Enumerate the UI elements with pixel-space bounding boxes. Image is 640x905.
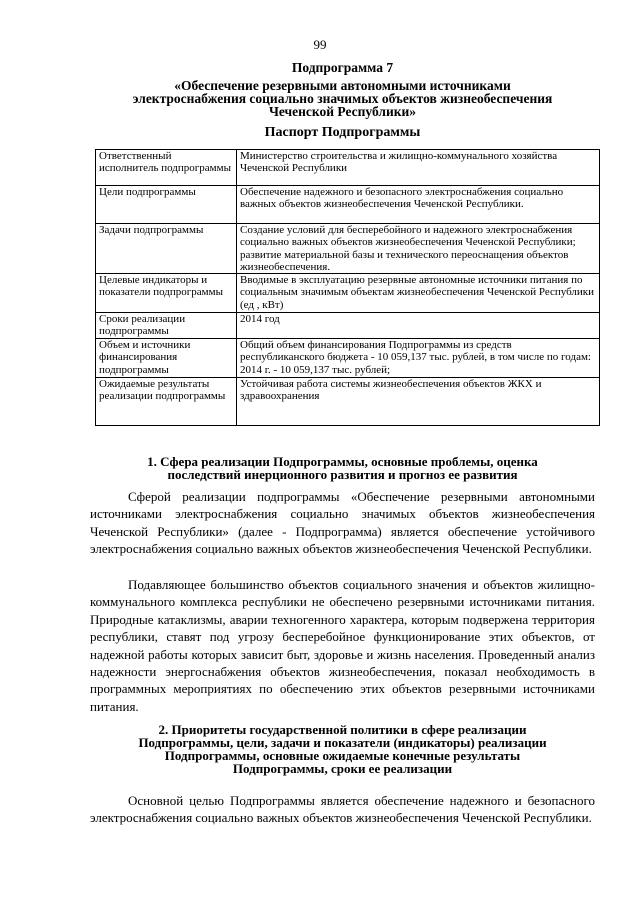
passport-title: Паспорт Подпрограммы [264, 125, 421, 140]
section-2-heading [90, 723, 595, 775]
section-heading-line: Подпрограммы, сроки ее реализации [232, 761, 453, 776]
row-value: 2014 год [237, 313, 600, 339]
row-value: Создание условий для бесперебойного и надежного электроснабжения социально важных объектов жизнеобеспечения Чеченской Республики; развитие материальной базы и технического переоснащения объектов жизнеобеспечения. [237, 224, 600, 274]
section-heading-line: Подпрограммы, основные ожидаемые конечные результаты [164, 748, 521, 763]
table-row [96, 186, 600, 224]
subprogram-name-line: «Обеспечение резервными автономными источниками [174, 78, 511, 93]
subprogram-name [90, 79, 595, 118]
section-heading-line: последствий инерционного развития и прогноз ее развития [167, 467, 518, 482]
table-row [96, 224, 600, 274]
row-label: Задачи подпрограммы [96, 224, 237, 274]
paragraph: Подавляющее большинство объектов социального значения и объектов жилищно-коммунального комплекса республики не обеспечено резервными источниками питания. Природные катаклизмы, аварии техногенного характера, которым подвержена территория республики, ставят под угрозу бесперебойное функционирование этих объектов, от надежной работы которых зависит быт, здоровье и жизнь населения. Проведенный анализ надежности энергоснабжения объектов жизнеобеспечения, показал необходимость в программных мероприятиях по обеспечению этих объектов резервными источниками питания. [90, 577, 595, 714]
table-row [96, 274, 600, 313]
table-row [96, 339, 600, 378]
subprogram-name-line: электроснабжения социально значимых объектов жизнеобеспечения [132, 91, 553, 106]
row-label: Цели подпрограммы [96, 186, 237, 224]
row-value: Вводимые в эксплуатацию резервные автономные источники питания по социальным значимым объектам жизнеобеспечения Чеченской Республики (ед , кВт) [237, 274, 600, 313]
subprogram-name-line: Чеченской Республики» [268, 104, 417, 119]
paragraph: Основной целью Подпрограммы является обеспечение надежного и безопасного электроснабжения социально важных объектов жизнеобеспечения Чеченской Республики. [90, 793, 595, 826]
row-value: Общий объем финансирования Подпрограммы из средств республиканского бюджета - 10 059,137 тыс. рублей, в том числе по годам: 2014 г. - 10 059,137 тыс. рублей; [237, 339, 600, 378]
row-value: Устойчивая работа системы жизнеобеспечения объектов ЖКХ и здравоохранения [237, 378, 600, 426]
row-label: Сроки реализации подпрограммы [96, 313, 237, 339]
paragraph: Сферой реализации подпрограммы «Обеспечение резервными автономными источниками электроснабжения социально значимых объектов жизнеобеспечения Чеченской Республики» (далее - Подпрограмма) является обеспечение устойчивого электроснабжения социально важных объектов жизнеобеспечения Чеченской Республики. [90, 489, 595, 557]
row-label: Ответственный исполнитель подпрограммы [96, 150, 237, 186]
passport-table [95, 149, 600, 426]
row-label: Целевые индикаторы и показатели подпрограммы [96, 274, 237, 313]
table-row [96, 313, 600, 339]
row-value: Министерство строительства и жилищно-коммунального хозяйства Чеченской Республики [237, 150, 600, 186]
table-row [96, 378, 600, 426]
page-number: 99 [313, 37, 327, 52]
section-1-heading [90, 455, 595, 481]
row-label: Объем и источники финансирования подпрограммы [96, 339, 237, 378]
section-heading-line: 2. Приоритеты государственной политики в сфере реализации [158, 722, 527, 737]
section-heading-line: 1. Сфера реализации Подпрограммы, основные проблемы, оценка [147, 454, 538, 469]
row-value: Обеспечение надежного и безопасного электроснабжения социально важных объектов жизнеобеспечения Чеченской Республики. [237, 186, 600, 224]
row-label: Ожидаемые результаты реализации подпрограммы [96, 378, 237, 426]
section-heading-line: Подпрограммы, цели, задачи и показатели (индикаторы) реализации [138, 735, 547, 750]
subprogram-title: Подпрограмма 7 [291, 60, 394, 75]
title-block [90, 60, 595, 141]
table-row [96, 150, 600, 186]
